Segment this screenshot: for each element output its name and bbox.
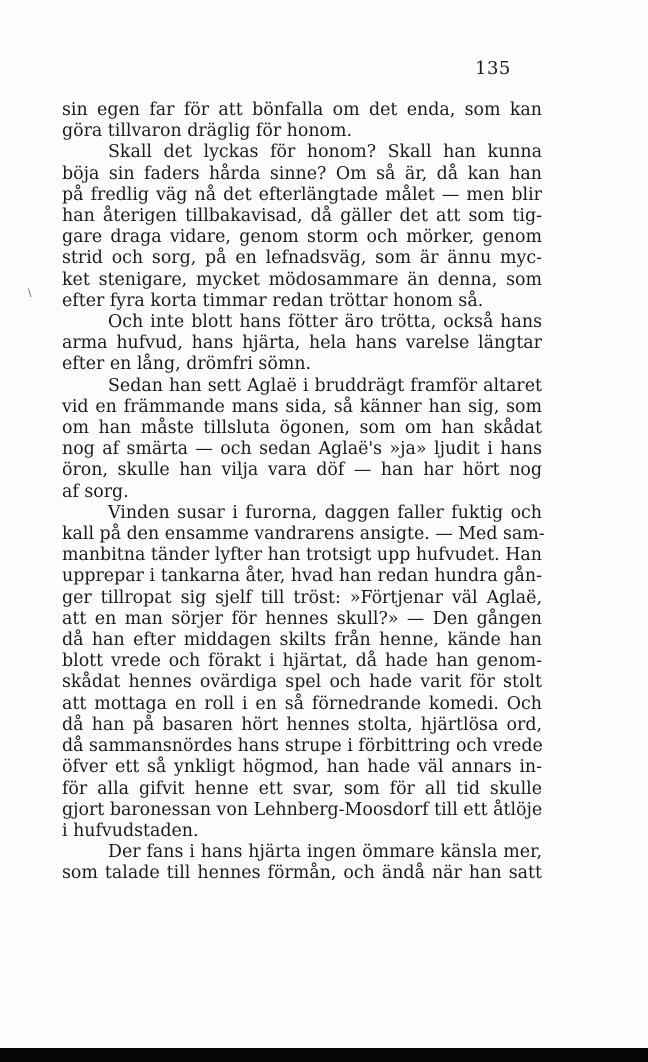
text-line: ger tillropat sig sjelf till tröst: »Förtjenar väl Aglaë, (62, 587, 542, 608)
text-line: att mottaga en roll i en så förnedrande komedi. Och (62, 693, 542, 714)
text-line: då han på basaren hört hennes stolta, hjärtlösa ord, (62, 714, 542, 735)
text-line: som talade till hennes förmån, och ändå när han satt (62, 863, 542, 884)
text-line: öron, skulle han vilja vara döf — han har hört nog (62, 460, 542, 481)
text-line: gare draga vidare, genom storm och mörker, genom (62, 227, 542, 248)
stray-mark: \ (28, 288, 32, 299)
text-line: då sammansnördes hans strupe i förbittring och vrede (62, 736, 543, 757)
text-line: kall på den ensamme vandrarens ansigte. — Med sam- (62, 524, 545, 545)
scan-edge-bar (0, 1048, 648, 1062)
text-line: han återigen tillbakavisad, då gäller det att som tig- (62, 206, 542, 227)
text-line: göra tillvaron dräglig för honom. (62, 121, 353, 142)
text-line: ket stenigare, mycket mödosammare än denna, som (62, 269, 542, 290)
text-line: blott vrede och förakt i hjärtat, då hade han genom- (62, 651, 542, 672)
text-line: arma hufvud, hans hjärta, hela hans varelse längtar (62, 333, 542, 354)
text-line: då han efter middagen skilts från henne, kände han (62, 630, 542, 651)
text-line: Der fans i hans hjärta ingen ömmare känsla mer, (108, 842, 542, 863)
text-line: Skall det lyckas för honom? Skall han kunna (108, 142, 542, 163)
text-line: Vinden susar i furorna, daggen faller fuktig och (108, 502, 542, 523)
text-line: om han måste tillsluta ögonen, som om han skådat (62, 418, 542, 439)
text-line: efter fyra korta timmar redan tröttar honom så. (62, 290, 484, 311)
text-line: af sorg. (62, 481, 129, 502)
text-line: vid en främmande mans sida, så känner han sig, som (62, 396, 542, 417)
body-text (62, 100, 545, 885)
text-line: i hufvudstaden. (62, 820, 199, 841)
text-line: öfver ett så ynkligt högmod, han hade väl annars in- (62, 757, 542, 778)
text-line: för alla gifvit henne ett svar, som för all tid skulle (62, 778, 542, 799)
text-line: att en man sörjer för hennes skull?» — Den gången (62, 608, 542, 629)
text-line: upprepar i tankarna åter, hvad han redan hundra gån- (62, 566, 542, 587)
text-line: gjort baronessan von Lehnberg-Moosdorf till ett åtlöje (62, 799, 543, 820)
text-line: sin egen far för att bönfalla om det enda, som kan (62, 100, 542, 120)
text-line: böja sin faders hårda sinne? Om så är, då kan han (62, 163, 542, 184)
text-line: manbitna tänder lyfter han trotsigt upp hufvudet. Han (62, 545, 542, 566)
text-line: Sedan han sett Aglaë i bruddrägt framför altaret (108, 375, 542, 396)
text-line: skådat hennes ovärdiga spel och hade varit för stolt (62, 672, 542, 693)
text-line: strid och sorg, på en lefnadsväg, som är ännu myc- (62, 248, 542, 269)
text-line: efter en lång, drömfri sömn. (62, 354, 312, 375)
page-number: 135 (475, 58, 511, 79)
text-line: på fredlig väg nå det efterlängtade målet — men blir (62, 184, 542, 205)
text-line: Och inte blott hans fötter äro trötta, också hans (108, 312, 542, 333)
text-line: nog af smärta — och sedan Aglaë's »ja» ljudit i hans (62, 439, 542, 460)
